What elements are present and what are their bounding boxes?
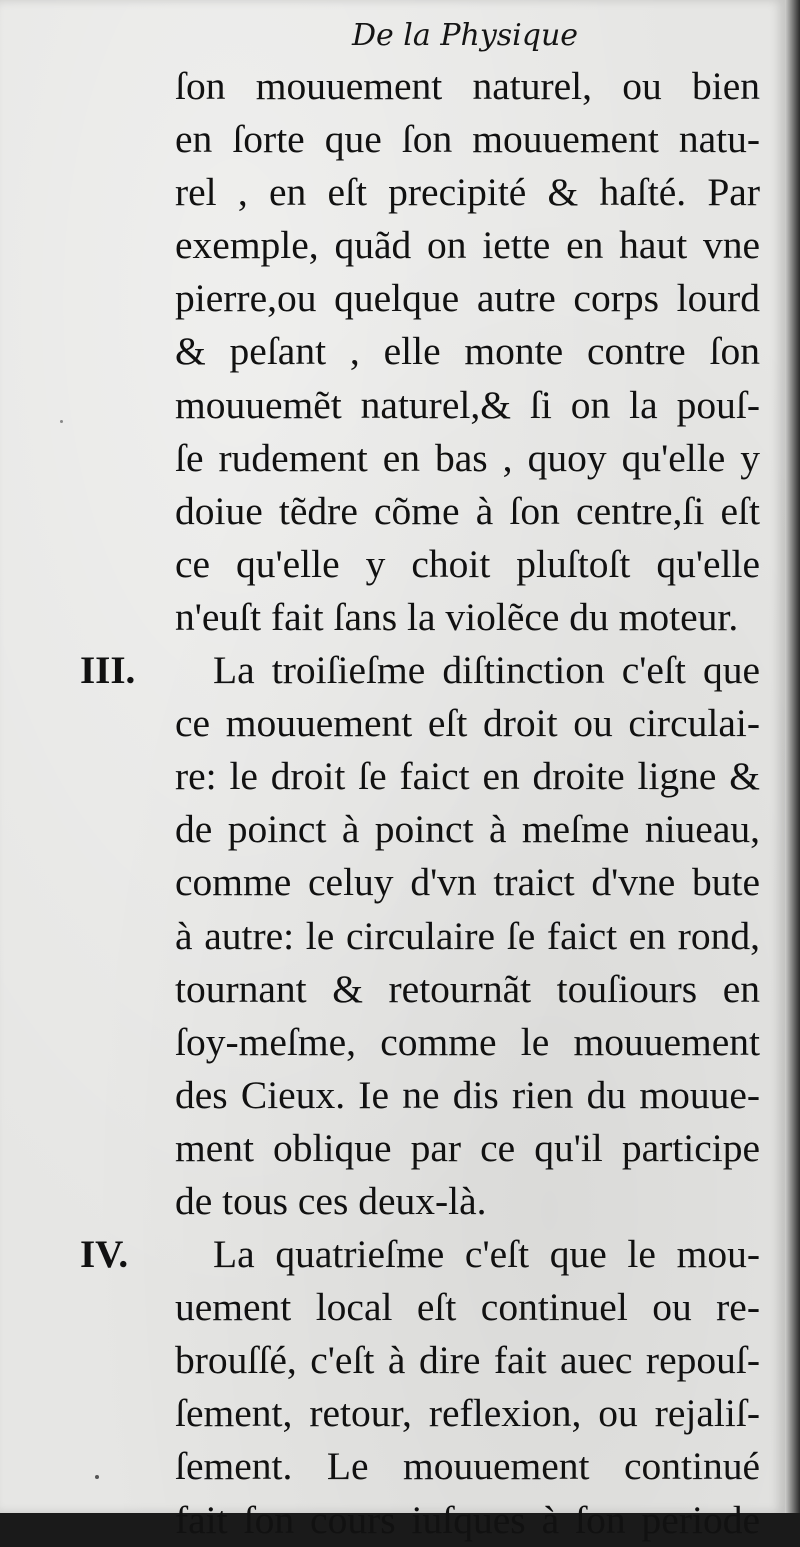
page-edge — [785, 0, 800, 1513]
section-numeral-iii: III. — [80, 649, 136, 693]
text-line: fait ſon cours iuſques à ſon periode — [175, 1497, 760, 1542]
text-line: ment oblique par ce qu'il participe — [175, 1125, 760, 1170]
text-line: uement local eſt continuel ou re- — [175, 1285, 760, 1330]
text-line: pierre,ou quelque autre corps lourd — [175, 276, 760, 321]
text-line: des Cieux. Ie ne dis rien du mouue- — [175, 1072, 760, 1117]
ink-speck — [95, 1475, 99, 1479]
text-line: n'euſt fait ſans la violẽce du moteur. — [175, 594, 739, 639]
text-line: doiue tẽdre cõme à ſon centre,ſi eſt — [175, 488, 760, 533]
text-line: ſon mouuement naturel, ou bien — [175, 64, 760, 108]
text-line: ſement. Le mouuement continué — [175, 1444, 760, 1489]
text-line: mouuemẽt naturel,& ſi on la pouſ- — [175, 382, 760, 427]
text-line: ſoy-meſme, comme le mouuement — [175, 1019, 760, 1064]
text-line: La quatrieſme c'eſt que le mou- — [213, 1232, 760, 1277]
text-line: ce mouuement eſt droit ou circulai- — [175, 701, 760, 746]
text-line: tournant & retournãt touſiours en — [175, 966, 760, 1011]
running-title: De la Physique — [351, 18, 579, 53]
text-line: en ſorte que ſon mouuement natu- — [175, 117, 760, 162]
text-line: brouſſé, c'eſt à dire fait auec repouſ- — [175, 1338, 760, 1383]
text-line: ſement, retour, reflexion, ou rejaliſ- — [175, 1391, 760, 1436]
text-line: de tous ces deux-là. — [175, 1178, 487, 1223]
body-text — [175, 60, 760, 1547]
text-line: La troiſieſme diſtinction c'eſt que — [213, 648, 760, 693]
text-line: à autre: le circulaire ſe faict en rond, — [175, 913, 760, 958]
text-line: ſe rudement en bas , quoy qu'elle y — [175, 435, 760, 480]
text-line: comme celuy d'vn traict d'vne bute — [175, 860, 760, 905]
text-line: rel , en eſt precipité & haſté. Par — [175, 170, 760, 215]
text-line: & peſant , elle monte contre ſon — [175, 329, 760, 374]
ink-speck — [60, 420, 63, 423]
text-line: re: le droit ſe faict en droite ligne & — [175, 754, 760, 799]
text-line: ce qu'elle y choit pluſtoſt qu'elle — [175, 541, 760, 586]
text-line: de poinct à poinct à meſme niueau, — [175, 807, 760, 852]
section-numeral-iv: IV. — [80, 1233, 129, 1277]
text-line: exemple, quãd on iette en haut vne — [175, 223, 760, 268]
